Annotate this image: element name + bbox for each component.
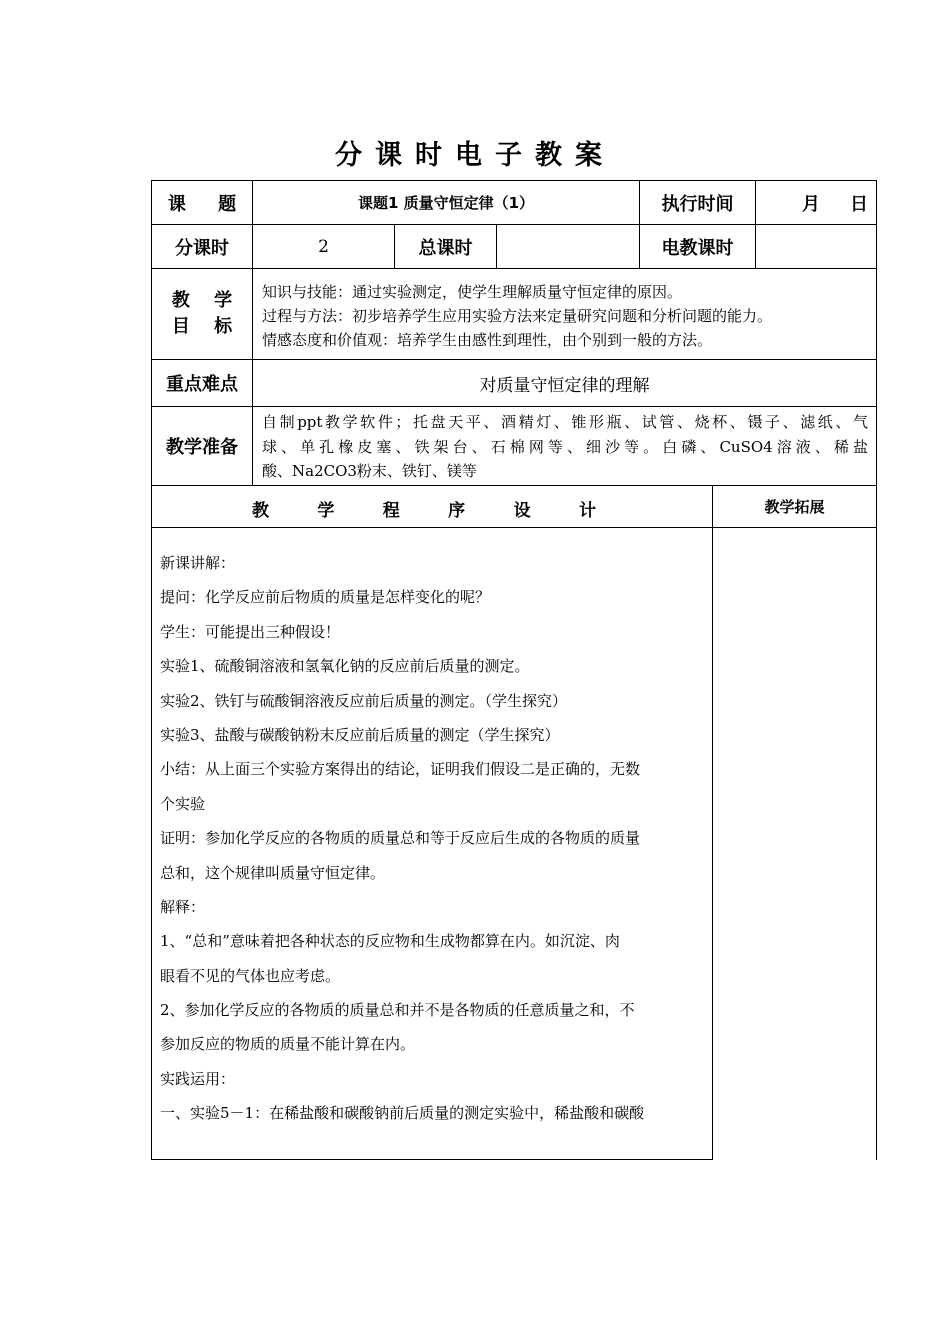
procedure-line: 参加反应的物质的质量不能计算在内。 [160, 1035, 416, 1054]
topic-label: 课 题 [167, 193, 237, 215]
period-label: 分课时 [175, 237, 229, 259]
preparation-line: 自制ppt教学软件；托盘天平、酒精灯、锥形瓶、试管、烧杯、镊子、滤纸、气 [262, 413, 868, 431]
preparation-line: 球、单孔橡皮塞、铁架台、石棉网等、细沙等。白磷、CuSO4溶液、稀盐 [262, 437, 868, 456]
procedure-line: 新课讲解： [160, 554, 236, 572]
procedure-line: 解释： [160, 897, 206, 916]
rule [151, 527, 877, 528]
rule [151, 268, 877, 269]
procedure-heading [252, 496, 596, 521]
procedure-line: 小结：从上面三个实验方案得出的结论，证明我们假设二是正确的，无数 [160, 760, 641, 779]
procedure-line: 实验3、盐酸与碳酸钠粉末反应前后质量的测定（学生探究） [160, 725, 560, 744]
rule-right [876, 180, 877, 1160]
exec-time-label: 执行时间 [661, 193, 734, 215]
procedure-line: 2、参加化学反应的各物质的质量总和并不是各物质的任意质量之和，不 [160, 1001, 635, 1020]
document-title: 分课时电子教案 [335, 140, 615, 171]
total-label: 总课时 [418, 237, 473, 259]
procedure-line: 实践运用： [160, 1069, 236, 1088]
preparation-line: 酸、Na2CO3粉末、铁钉、镁等 [262, 462, 477, 480]
exec-time-month: 月 [802, 193, 820, 215]
procedure-line: 学生：可能提出三种假设！ [160, 622, 341, 641]
procedure-body [160, 551, 705, 1136]
goals-label-line: 目 标 [171, 316, 233, 337]
procedure-line: 一、实验5－1：在稀盐酸和碳酸钠前后质量的测定实验中，稀盐酸和碳酸 [160, 1104, 645, 1123]
procedure-heading-char: 序 [448, 501, 466, 521]
e-label: 电教课时 [661, 237, 734, 259]
procedure-line: 个实验 [160, 794, 206, 813]
procedure-line: 证明：参加化学反应的各物质的质量总和等于反应后生成的各物质的质量 [160, 829, 641, 848]
procedure-line: 实验2、铁钉与硫酸铜溶液反应前后质量的测定。（学生探究） [160, 691, 568, 710]
procedure-line: 提问：化学反应前后物质的质量是怎样变化的呢？ [160, 588, 491, 607]
procedure-line: 1、“总和”意味着把各种状态的反应物和生成物都算在内。如沉淀、肉 [160, 932, 620, 951]
goals-label [152, 269, 252, 359]
preparation-text [262, 410, 868, 484]
procedure-line: 眼看不见的气体也应考虑。 [160, 966, 341, 985]
key-points-label: 重点难点 [166, 374, 238, 395]
exec-time-day: 日 [850, 193, 868, 215]
period-value: 2 [318, 236, 329, 257]
procedure-line: 总和，这个规律叫质量守恒定律。 [160, 863, 386, 882]
total-value [497, 225, 639, 268]
key-points-value: 对质量守恒定律的理解 [479, 375, 650, 396]
e-value [756, 225, 876, 268]
procedure-heading-char: 教 [252, 501, 269, 521]
procedure-heading-char: 计 [578, 501, 596, 521]
rule [712, 485, 713, 1160]
goal-item: 情感态度和价值观：培养学生由感性到理性，由个别到一般的方法。 [262, 331, 713, 349]
preparation-label: 教学准备 [166, 437, 238, 458]
extension-label: 教学拓展 [764, 498, 825, 516]
goals-label-line: 教 学 [171, 290, 233, 311]
goal-item: 知识与技能：通过实验测定，使学生理解质量守恒定律的原因。 [262, 283, 683, 301]
procedure-heading-char: 学 [317, 501, 335, 521]
rule-bottom [151, 1159, 713, 1160]
procedure-heading-char: 设 [513, 501, 531, 521]
procedure-line: 实验1、硫酸铜溶液和氢氧化钠的反应前后质量的测定。 [160, 657, 530, 676]
rule [151, 406, 877, 407]
goal-item: 过程与方法：初步培养学生应用实验方法来定量研究问题和分析问题的能力。 [262, 307, 773, 325]
topic-value: 课题1 质量守恒定律（1） [357, 194, 535, 212]
procedure-heading-char: 程 [382, 501, 400, 521]
